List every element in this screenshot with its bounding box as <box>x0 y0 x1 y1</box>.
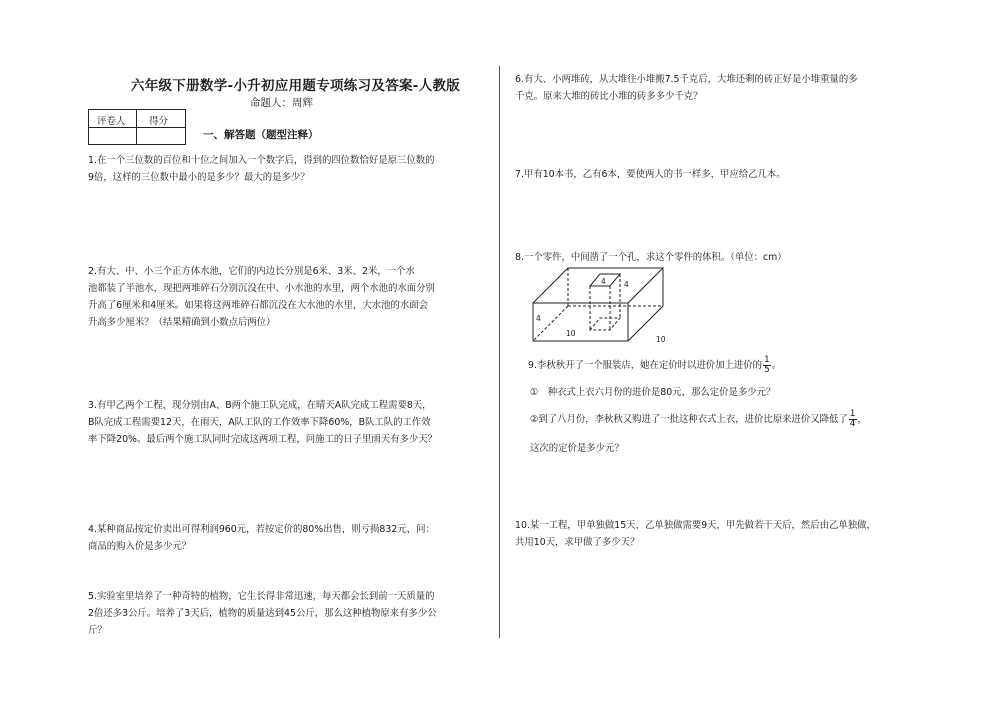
question-9-intro: 9.李秋秋开了一个服装店，她在定价时以进价加上进价的 $\frac{1}{5}$ 。 <box>528 355 782 375</box>
score-table-score-header: 得分 <box>149 116 169 127</box>
fraction-one-fifth: $\frac{1}{5}$ <box>763 355 770 375</box>
question-3: 3.有甲乙两个工程，现分别由A、B两个施工队完成，在晴天A队完成工程需要8天， B队完成工程需要12天，在雨天，A队工队的工作效率下降60%，B队工队的工作效 率下降20%。最后两个施工队同时完成这两项工程，问施工的日子里雨天有多少天？ <box>88 400 437 445</box>
figure-right-face <box>628 268 663 341</box>
question-5: 5.实验室里培养了一种奇特的植物，它生长得非常迅速，每天都会长到前一天质量的 2倍还多3公斤。培养了3天后，植物的质量达到45公斤，那么这种植物原来有多少公 斤？ <box>88 591 437 636</box>
question-4: 4.某种商品按定价卖出可得利润960元，若按定价的80%出售，则亏损832元，问： 商品的购入价是多少元？ <box>88 524 435 552</box>
fraction-one-fourth: $\frac{1}{4}$ <box>849 409 856 429</box>
figure-front-face <box>533 303 628 341</box>
figure-hidden-edge <box>533 306 568 341</box>
question-9-part-1: ① 种衣式上衣六月份的进价是80元，那么定价是多少元？ <box>530 387 776 398</box>
page-title: 六年级下册数学-小升初应用题专项练习及答案-人教版 <box>130 78 461 94</box>
score-table <box>88 109 186 145</box>
question-7: 7.甲有10本书，乙有6本，要使两人的书一样多，甲应给乙几本。 <box>515 169 786 180</box>
question-9-part-2: ②到了八月份，李秋秋又购进了一批这种衣式上衣，进价比原来进价又降低了 $\frac{1}{4}$ ， <box>530 409 867 429</box>
column-divider <box>499 66 500 638</box>
figure-label-hole-depth: 4 <box>624 280 629 289</box>
question-6: 6.有大、小两堆砖，从大堆往小堆搬7.5千克后，大堆还剩的砖正好是小堆重量的多 千克。原来大堆的砖比小堆的砖多多少千克？ <box>515 74 858 102</box>
question-1: 1.在一个三位数的百位和十位之间加入一个数字后，得到的四位数恰好是原三位数的 9倍，这样的三位数中最小的是多少？最大的是多少？ <box>88 155 435 183</box>
figure-hole-bottom <box>590 318 620 330</box>
figure-label-length: 10 <box>566 329 576 338</box>
section-heading: 一、解答题（题型注释） <box>203 129 319 141</box>
part-figure <box>528 258 668 352</box>
score-table-grader-header: 评卷人 <box>97 116 126 127</box>
question-8: 8.一个零件，中间凿了一个孔，求这个零件的体积。（单位：cm） <box>515 252 787 263</box>
question-9-part-2-cont: 这次的定价是多少元？ <box>530 443 624 454</box>
question-2: 2.有大、中、小三个正方体水池，它们的内边长分别是6米、3米、2米，一个水 池都装了半池水，现把两堆碎石分别沉没在中、小水池的水里，两个水池的水面分别 升高了6厘米和4厘米。如果将这两堆碎石都沉没在大水池的水里，大水池的水面会 升高多少厘米？（结果精确到小数点后两位） <box>88 266 435 328</box>
question-10: 10.某一工程，甲单独做15天，乙单独做需要9天，甲先做若干天后，然后由乙单独做， 共用10天，求甲做了多少天？ <box>515 520 876 548</box>
figure-label-width: 10 <box>656 335 666 344</box>
figure-label-height: 4 <box>536 314 541 323</box>
author-line: 命题人：周辉 <box>250 97 313 109</box>
figure-label-hole-width: 4 <box>601 277 606 286</box>
